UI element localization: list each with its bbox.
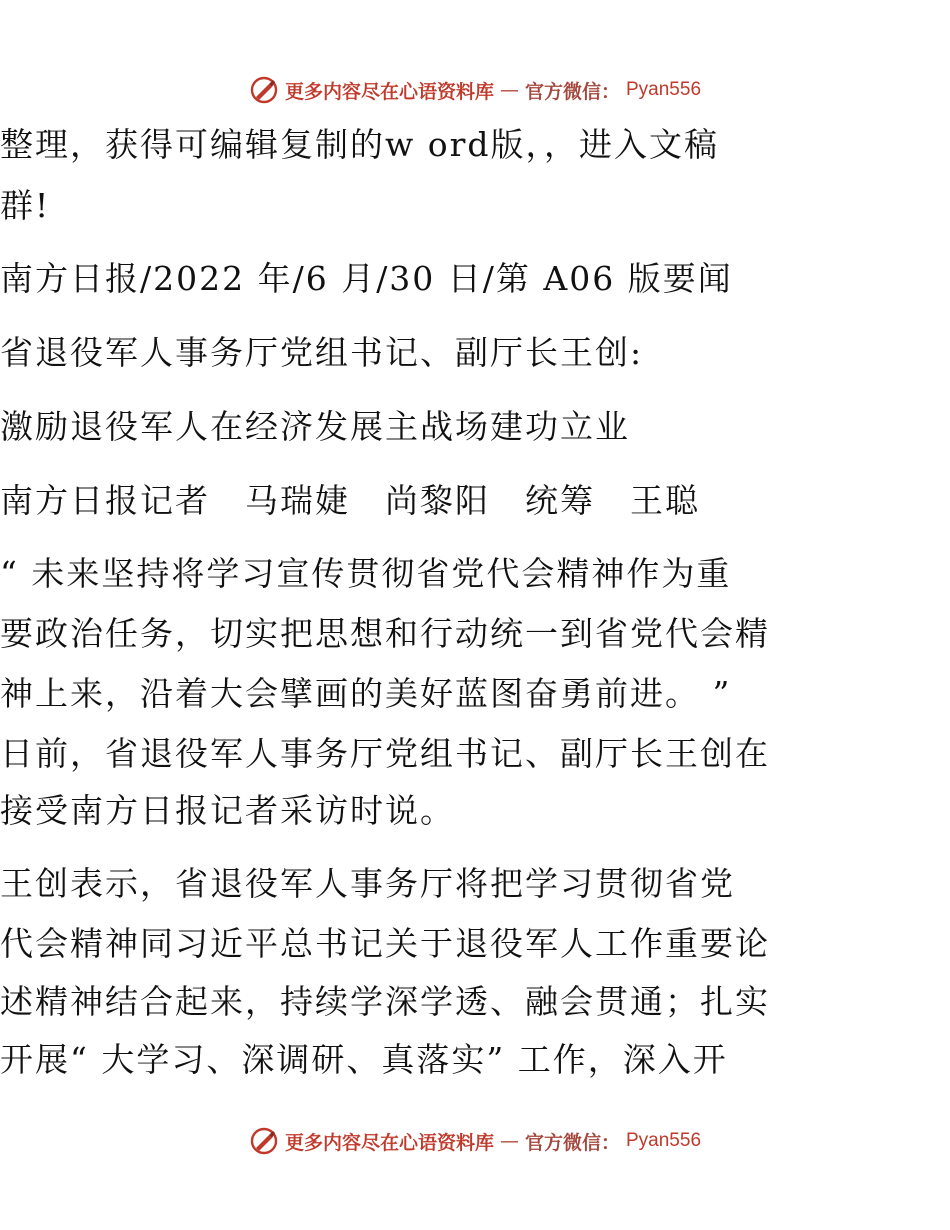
footer-watermark-banner xyxy=(0,1121,950,1161)
text-line: 述精神结合起来，持续学深学透、融会贯通；扎实 xyxy=(0,982,770,1021)
banner-wechat-handle: Pyan556 xyxy=(626,79,702,100)
banner-dash: — xyxy=(499,1130,519,1152)
banner-wechat-label: 官方微信： xyxy=(524,80,620,103)
text-line: 要政治任务，切实把思想和行动统一到省党代会精 xyxy=(0,614,770,653)
text-line: 激励退役军人在经济发展主战场建功立业 xyxy=(0,407,630,446)
text-line: 省退役军人事务厅党组书记、副厅长王创: xyxy=(0,333,644,372)
banner-dash: — xyxy=(499,79,519,101)
text-line: 接受南方日报记者采访时说。 xyxy=(0,791,455,830)
banner-wechat-handle: Pyan556 xyxy=(626,1130,702,1151)
text-line: 日前，省退役军人事务厅党组书记、副厅长王创在 xyxy=(0,734,770,773)
text-line: 南方日报/2022 年/6 月/30 日/第 A06 版要闻 xyxy=(0,259,733,298)
text-line: 群! xyxy=(0,186,51,225)
text-line: 神上来，沿着大会擘画的美好蓝图奋勇前进。 ” xyxy=(0,674,732,713)
text-line: 王创表示，省退役军人事务厅将把学习贯彻省党 xyxy=(0,864,735,903)
text-line: 整理，获得可编辑复制的w ord版，，进入文稿 xyxy=(0,125,720,164)
text-line: 代会精神同习近平总书记关于退役军人工作重要论 xyxy=(0,924,770,963)
banner-title: 更多内容尽在心语资料库 xyxy=(284,1131,494,1154)
banner-wechat-label: 官方微信： xyxy=(524,1131,620,1154)
pen-logo-icon xyxy=(249,1126,279,1156)
banner-title: 更多内容尽在心语资料库 xyxy=(284,80,494,103)
text-line: “ 未来坚持将学习宣传贯彻省党代会精神作为重 xyxy=(0,554,732,593)
header-watermark-banner xyxy=(0,70,950,110)
text-line: 南方日报记者 马瑞婕 尚黎阳 统筹 王聪 xyxy=(0,481,700,520)
pen-logo-icon xyxy=(249,75,279,105)
text-line: 开展“ 大学习、深调研、真落实” 工作，深入开 xyxy=(0,1040,728,1079)
